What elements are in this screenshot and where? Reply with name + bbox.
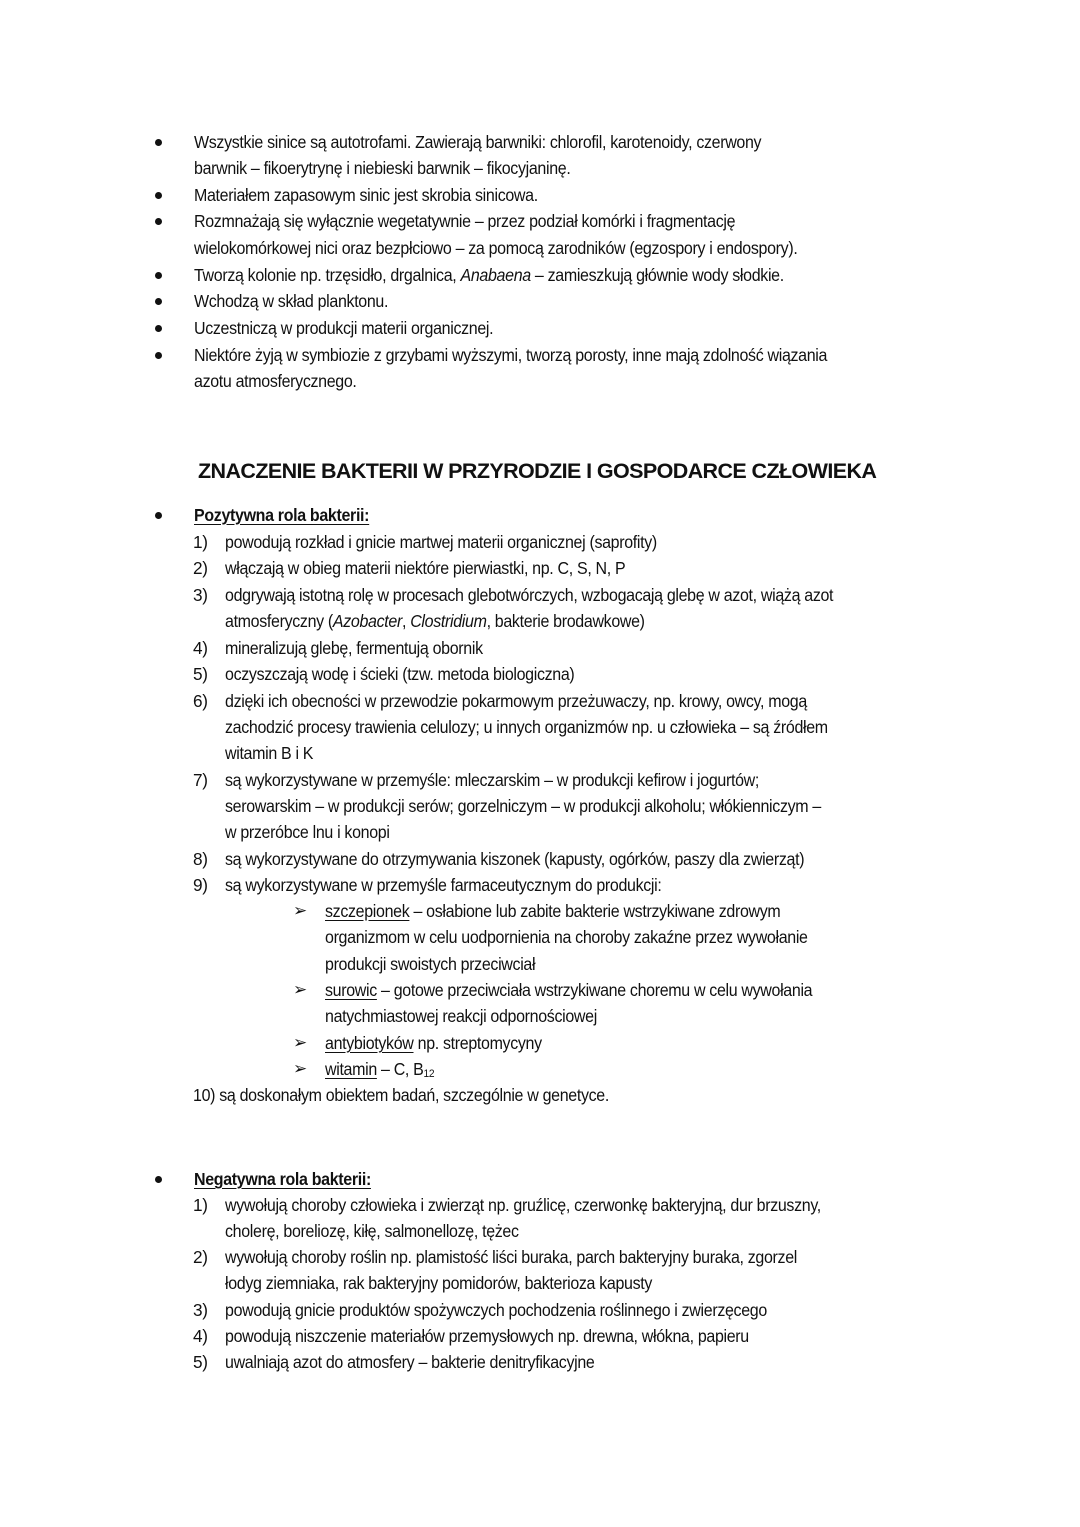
list-item: mineralizują glebę, fermentują obornik <box>225 638 483 658</box>
list-item-cont: witamin B i K <box>225 743 314 763</box>
list-item: uwalniają azot do atmosfery – bakterie denitryfikacyjne <box>225 1352 595 1372</box>
item-number: 3) <box>193 585 208 605</box>
sub-list-item-cont: natychmiastowej reakcji odpornościowej <box>325 1006 597 1026</box>
bullet-icon <box>155 1176 162 1183</box>
list-item: powodują gnicie produktów spożywczych pochodzenia roślinnego i zwierzęcego <box>225 1300 767 1320</box>
list-item: są wykorzystywane w przemyśle: mleczarskim – w produkcji kefirow i jogurtów; <box>225 770 759 790</box>
list-item: dzięki ich obecności w przewodzie pokarmowym przeżuwaczy, np. krowy, owcy, mogą <box>225 691 807 711</box>
bullet-icon <box>155 512 162 519</box>
bullet-icon <box>155 352 162 359</box>
list-item-cont: wielokomórkowej nici oraz bezpłciowo – za pomocą zarodników (egzospory i endospory). <box>194 238 798 258</box>
list-item-cont: serowarskim – w produkcji serów; gorzelniczym – w produkcji alkoholu; włókienniczym – <box>225 796 821 816</box>
list-item: są wykorzystywane do otrzymywania kiszonek (kapusty, ogórków, paszy dla zwierząt) <box>225 849 805 869</box>
list-item-cont: barwnik – fikoerytrynę i niebieski barwnik – fikocyjaninę. <box>194 158 571 178</box>
list-item: są wykorzystywane w przemyśle farmaceutycznym do produkcji: <box>225 875 662 895</box>
list-item: Wszystkie sinice są autotrofami. Zawierają barwniki: chlorofil, karotenoidy, czerwony <box>194 132 762 152</box>
sub-list-item: witamin – C, $B_{12}$ <box>325 1059 435 1080</box>
sub-list-item: antybiotyków np. streptomycyny <box>325 1033 542 1053</box>
item-number: 6) <box>193 691 208 711</box>
list-item: Rozmnażają się wyłącznie wegetatywnie – przez podział komórki i fragmentację <box>194 211 736 231</box>
arrow-bullet-icon: ➢ <box>293 901 308 920</box>
bullet-icon <box>155 192 162 199</box>
list-item: Uczestniczą w produkcji materii organicznej. <box>194 318 494 338</box>
item-number: 8) <box>193 849 208 869</box>
bullet-icon <box>155 218 162 225</box>
list-item-cont: cholerę, boreliozę, kiłę, salmonellozę, tężec <box>225 1221 519 1241</box>
item-number: 5) <box>193 664 208 684</box>
item-number: 7) <box>193 770 208 790</box>
item-number: 5) <box>193 1352 208 1372</box>
sub-list-item-cont: organizmom w celu uodpornienia na choroby zakaźne przez wywołanie <box>325 927 808 947</box>
item-number: 3) <box>193 1300 208 1320</box>
negative-heading: Negatywna rola bakterii: <box>194 1169 371 1189</box>
list-item: włączają w obieg materii niektóre pierwiastki, np. C, S, N, P <box>225 558 626 578</box>
list-item: Wchodzą w skład planktonu. <box>194 291 389 311</box>
positive-heading: Pozytywna rola bakterii: <box>194 505 370 525</box>
sub-list-item: surowic – gotowe przeciwciała wstrzykiwane choremu w celu wywołania <box>325 980 813 1000</box>
arrow-bullet-icon: ➢ <box>293 1059 308 1078</box>
list-item-cont: atmosferyczny (Azobacter, Clostridium, bakterie brodawkowe) <box>225 611 645 631</box>
item-number: 9) <box>193 875 208 895</box>
list-item: Niektóre żyją w symbiozie z grzybami wyższymi, tworzą porosty, inne mają zdolność wiązania <box>194 345 828 365</box>
item-number: 4) <box>193 638 208 658</box>
item-number: 4) <box>193 1326 208 1346</box>
item-number: 2) <box>193 1247 208 1267</box>
list-item: odgrywają istotną rolę w procesach glebotwórczych, wzbogacają glebę w azot, wiążą azot <box>225 585 834 605</box>
list-item: 10) są doskonałym obiektem badań, szczególnie w genetyce. <box>193 1085 609 1105</box>
list-item: oczyszczają wodę i ścieki (tzw. metoda biologiczna) <box>225 664 575 684</box>
bullet-icon <box>155 298 162 305</box>
sub-list-item: szczepionek – osłabione lub zabite bakterie wstrzykiwane zdrowym <box>325 901 781 921</box>
arrow-bullet-icon: ➢ <box>293 1033 308 1052</box>
bullet-icon <box>155 139 162 146</box>
sub-list-item-cont: produkcji swoistych przeciwciał <box>325 954 536 974</box>
list-item: Materiałem zapasowym sinic jest skrobia sinicowa. <box>194 185 538 205</box>
item-number: 2) <box>193 558 208 578</box>
list-item: powodują niszczenie materiałów przemysłowych np. drewna, włókna, papieru <box>225 1326 749 1346</box>
list-item: powodują rozkład i gnicie martwej materii organicznej (saprofity) <box>225 532 657 552</box>
list-item-cont: azotu atmosferycznego. <box>194 371 357 391</box>
section-title: ZNACZENIE BAKTERII W PRZYRODZIE I GOSPODARCE CZŁOWIEKA <box>198 459 877 483</box>
arrow-bullet-icon: ➢ <box>293 980 308 999</box>
list-item: wywołują choroby roślin np. plamistość liści buraka, parch bakteryjny buraka, zgorzel <box>225 1247 798 1267</box>
list-item: wywołują choroby człowieka i zwierząt np. gruźlicę, czerwonkę bakteryjną, dur brzuszny, <box>225 1195 821 1215</box>
bullet-icon <box>155 325 162 332</box>
bullet-icon <box>155 272 162 279</box>
list-item-cont: łodyg ziemniaka, rak bakteryjny pomidorów, bakterioza kapusty <box>225 1273 653 1293</box>
item-number: 1) <box>193 532 208 552</box>
list-item: Tworzą kolonie np. trzęsidło, drgalnica, Anabaena – zamieszkują głównie wody słodkie. <box>194 265 784 285</box>
item-number: 1) <box>193 1195 208 1215</box>
list-item-cont: w przeróbce lnu i konopi <box>225 822 390 842</box>
list-item-cont: zachodzić procesy trawienia celulozy; u innych organizmów np. u człowieka – są źródłem <box>225 717 828 737</box>
